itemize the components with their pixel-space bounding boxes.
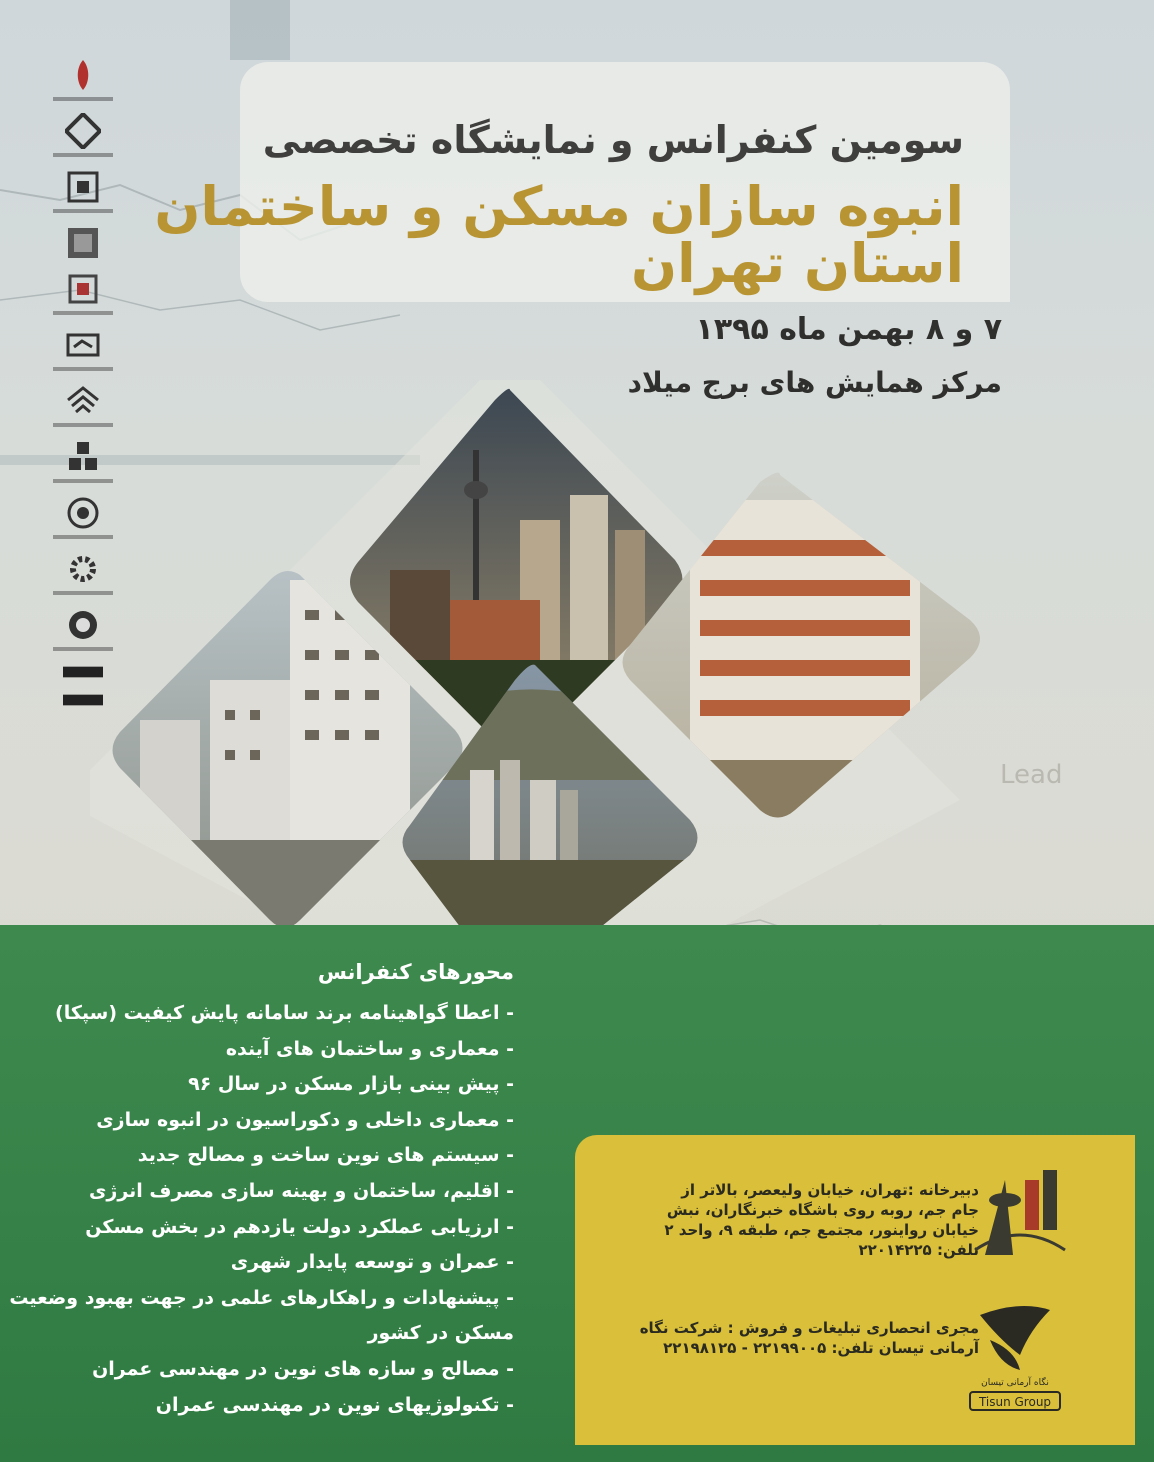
iran-emblem-icon <box>63 55 103 95</box>
tisun-group-logo-icon <box>960 1300 1070 1415</box>
axis-item: - ارزیابی عملکرد دولت یازدهم در بخش مسکن <box>85 1215 514 1238</box>
axis-item: - مصالح و سازه های نوین در مهندسی عمران <box>92 1357 514 1380</box>
pattern-logo-icon <box>63 223 103 263</box>
secretariat-address <box>619 1180 979 1260</box>
event-date: ۷ و ۸ بهمن ماه ۱۳۹۵ <box>695 312 1002 347</box>
axis-item: - سیستم های نوین ساخت و مصالح جدید <box>137 1144 514 1167</box>
axis-item: - اقلیم، ساختمان و بهینه سازی مصرف انرژی <box>88 1179 514 1202</box>
event-venue: مرکز همایش های برج میلاد <box>627 366 1002 399</box>
agency-line: آرمانی تیسان تلفن: ۲۲۱۹۹۰۰۵ - ۲۲۱۹۸۱۲۵ <box>663 1339 979 1357</box>
agency-line: مجری انحصاری تبلیغات و فروش : شرکت نگاه <box>639 1319 979 1337</box>
tisun-label-text: Tisun Group <box>978 1395 1052 1409</box>
exclusive-agency <box>619 1318 979 1358</box>
axes-title: محورهای کنفرانس <box>317 960 514 984</box>
building-logo-icon <box>63 269 103 309</box>
association-logo-icon <box>63 167 103 207</box>
conference-title-province: استان تهران <box>631 232 964 295</box>
axis-item: - معماری و ساختمان های آینده <box>225 1037 514 1060</box>
photo-collage <box>90 380 1040 1000</box>
conference-subtitle: سومین کنفرانس و نمایشگاه تخصصی <box>262 118 964 162</box>
tisun-fa-text: نگاه آرمانی تیسان <box>981 1378 1049 1388</box>
axis-item: - پیشنهادات و راهکارهای علمی در جهت بهبود وضعیت <box>9 1286 514 1309</box>
conference-axes-list <box>4 960 514 1423</box>
axis-item: مسکن در کشور <box>367 1322 514 1345</box>
ministry-roads-logo-icon <box>63 111 103 151</box>
secretariat-line: خیابان رواینور، مجتمع جم، طبقه ۹، واحد ۲ <box>664 1221 979 1239</box>
secretariat-phone: تلفن: ۲۲۰۱۴۲۲۵ <box>858 1241 979 1259</box>
axis-item: - اعطا گواهینامه برند سامانه پایش کیفیت (سپکا) <box>55 1002 514 1024</box>
secretariat-line: دبیرخانه :تهران، خیابان ولیعصر، بالاتر از <box>681 1181 979 1199</box>
axis-item: - تکنولوژیهای نوین در مهندسی عمران <box>155 1393 514 1416</box>
conference-title: انبوه سازان مسکن و ساختمان <box>154 175 964 238</box>
housing-association-logo-icon <box>965 1160 1075 1270</box>
axis-item: - معماری داخلی و دکوراسیون در انبوه سازی <box>96 1108 514 1131</box>
background-lead-text: Lead <box>1000 760 1063 790</box>
axis-item: - عمران و توسعه پایدار شهری <box>230 1251 514 1274</box>
axis-item: - پیش بینی بازار مسکن در سال ۹۶ <box>188 1073 514 1096</box>
secretariat-line: جام جم، روبه روی باشگاه خبرنگاران، نبش <box>666 1201 979 1219</box>
handshake-logo-icon <box>63 325 103 365</box>
